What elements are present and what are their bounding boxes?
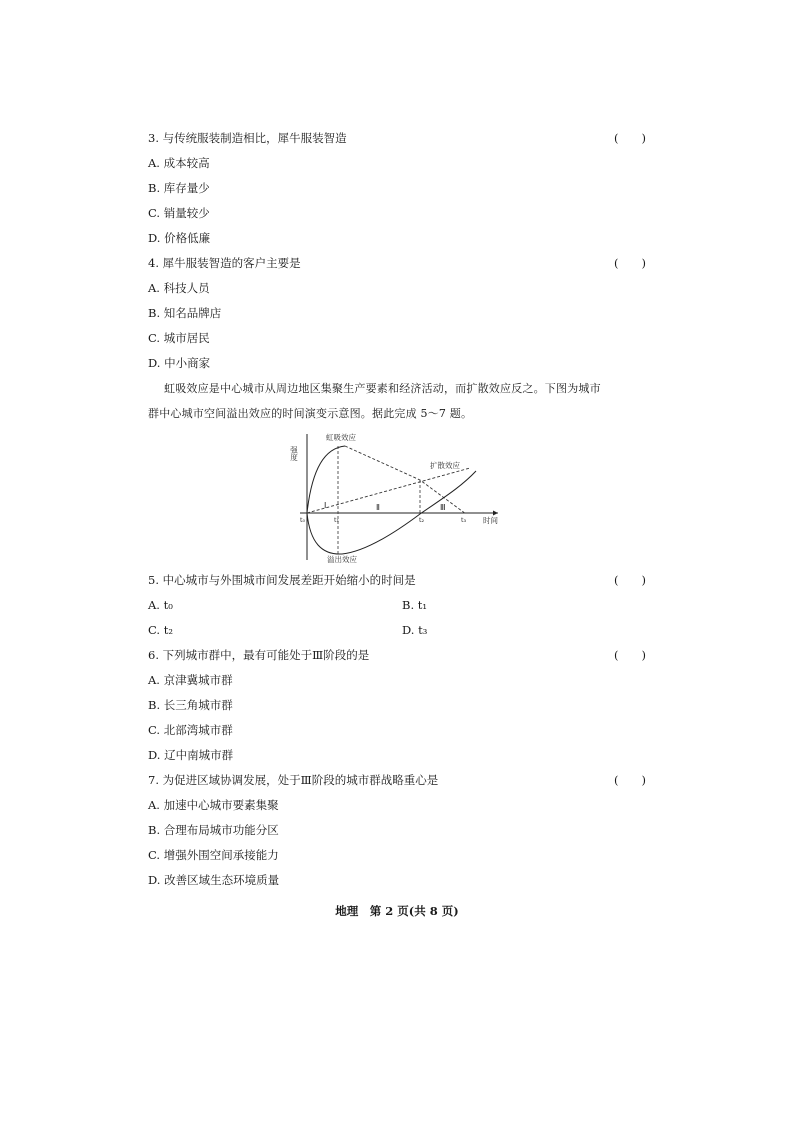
question-3-option-c: C. 销量较少 [148, 206, 210, 220]
question-6-answer-bracket: ( ) [614, 648, 646, 662]
question-5-option-a: A. t₀ [148, 598, 173, 612]
siphon-decline-dashed [345, 446, 466, 514]
question-6-stem: 6. 下列城市群中，最有可能处于Ⅲ阶段的是 [148, 648, 370, 662]
siphon-effect-label: 虹吸效应 [326, 433, 356, 442]
question-7-option-b: B. 合理布局城市功能分区 [148, 823, 279, 837]
tick-t2: t₂ [419, 516, 425, 524]
question-7-option-d: D. 改善区域生态环境质量 [148, 873, 280, 887]
x-axis-label: 时间 [483, 516, 498, 525]
y-axis-label: 强度 [289, 446, 299, 461]
question-6-option-a: A. 京津冀城市群 [148, 673, 233, 687]
question-5-stem: 5. 中心城市与外围城市间发展差距开始缩小的时间是 [148, 573, 416, 587]
question-6-option-b: B. 长三角城市群 [148, 698, 233, 712]
question-5-option-d: D. t₃ [402, 623, 428, 637]
question-7-answer-bracket: ( ) [614, 773, 646, 787]
stage-3-label: Ⅲ [440, 503, 446, 512]
question-4-answer-bracket: ( ) [614, 256, 646, 270]
passage-line-1: 虹吸效应是中心城市从周边地区集聚生产要素和经济活动，而扩散效应反之。下图为城市 [164, 382, 601, 395]
page-footer: 地理 第 2 页(共 8 页) [335, 904, 459, 918]
question-7-option-a: A. 加速中心城市要素集聚 [148, 798, 279, 812]
question-4-option-d: D. 中小商家 [148, 356, 211, 370]
passage-line-2: 群中心城市空间溢出效应的时间演变示意图。据此完成 5～7 题。 [148, 407, 473, 420]
question-4-option-a: A. 科技人员 [148, 281, 210, 295]
tick-t3: t₃ [461, 516, 467, 524]
question-5-option-b: B. t₁ [402, 598, 427, 612]
x-axis-arrow [493, 511, 498, 516]
question-3-option-b: B. 库存量少 [148, 181, 210, 195]
diffusion-effect-label: 扩散效应 [430, 461, 460, 470]
question-3-answer-bracket: ( ) [614, 131, 646, 145]
question-5-answer-bracket: ( ) [614, 573, 646, 587]
spillover-effect-figure [280, 428, 510, 568]
question-3-stem: 3. 与传统服装制造相比，犀牛服装智造 [148, 131, 347, 145]
question-6-option-c: C. 北部湾城市群 [148, 723, 233, 737]
diffusion-effect-dashed [307, 468, 470, 513]
question-4-option-b: B. 知名品牌店 [148, 306, 222, 320]
question-4-option-c: C. 城市居民 [148, 331, 210, 345]
stage-2-label: Ⅱ [376, 503, 380, 512]
question-3-option-d: D. 价格低廉 [148, 231, 211, 245]
question-7-option-c: C. 增强外围空间承接能力 [148, 848, 279, 862]
spill-effect-label: 溢出效应 [327, 555, 357, 564]
question-7-stem: 7. 为促进区域协调发展，处于Ⅲ阶段的城市群战略重心是 [148, 773, 439, 787]
tick-t0: t₀ [300, 516, 306, 524]
question-3-option-a: A. 成本较高 [148, 156, 210, 170]
question-6-option-d: D. 辽中南城市群 [148, 748, 234, 762]
question-4-stem: 4. 犀牛服装智造的客户主要是 [148, 256, 301, 270]
stage-1-label: Ⅰ [324, 501, 327, 510]
tick-t1: t₁ [334, 516, 340, 524]
question-5-option-c: C. t₂ [148, 623, 173, 637]
